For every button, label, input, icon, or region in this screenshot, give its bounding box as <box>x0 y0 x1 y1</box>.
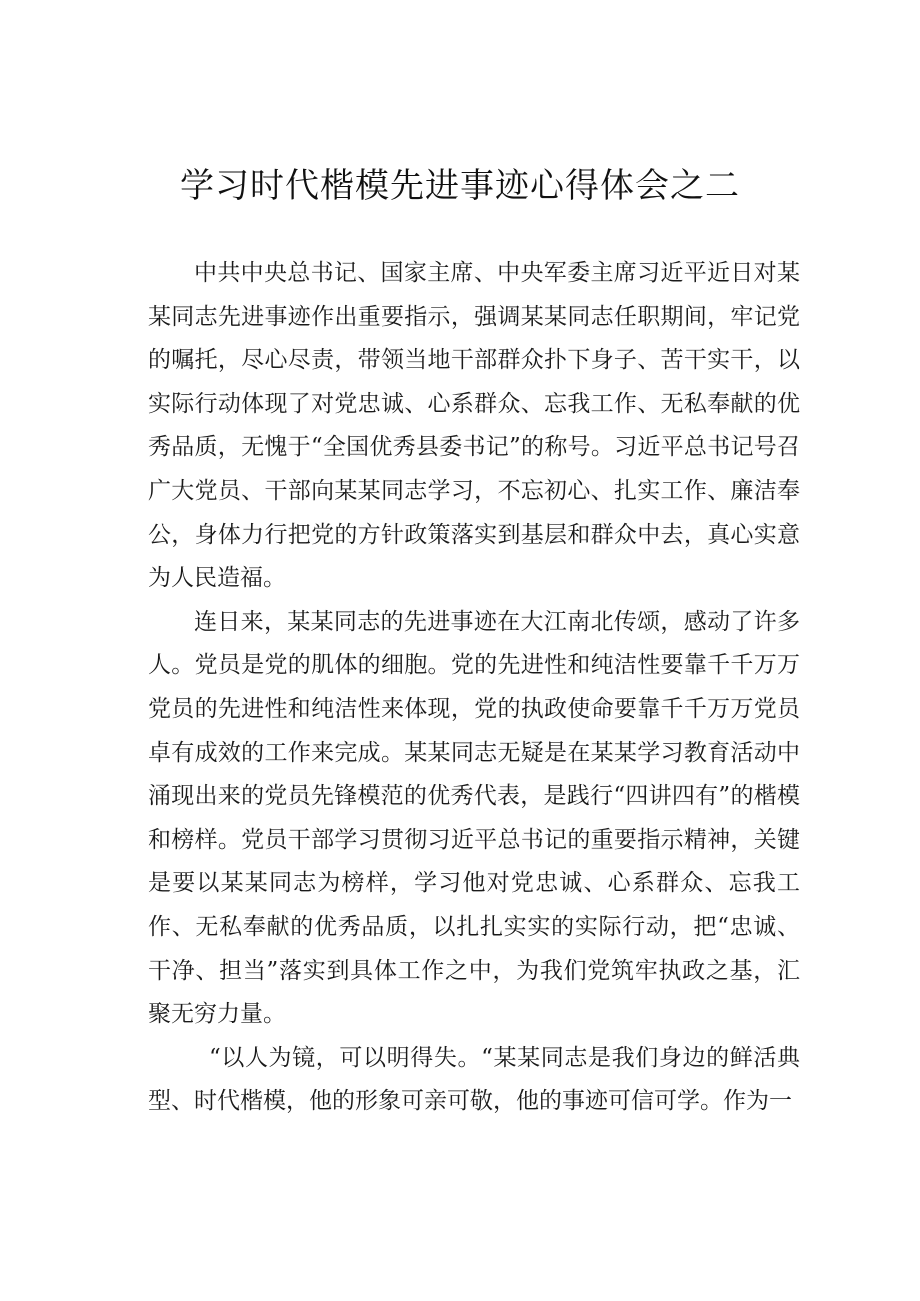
paragraph-3: “以人为镜，可以明得失。“某某同志是我们身边的鲜活典型、时代楷模，他的形象可亲可敬，他的事迹可信可学。作为一 <box>148 1044 800 1115</box>
document-body <box>148 252 800 1124</box>
document-title: 学习时代楷模先进事迹心得体会之二 <box>180 166 740 206</box>
paragraph-1: 中共中央总书记、国家主席、中央军委主席习近平近日对某某同志先进事迹作出重要指示，强调某某同志任职期间，牢记党的嘱托，尽心尽责，带领当地干部群众扑下身子、苦干实干，以实际行动体现了对党忠诚、心系群众、忘我工作、无私奉献的优秀品质，无愧于“全国优秀县委书记”的称号。习近平总书记号召广大党员、干部向某某同志学习，不忘初心、扎实工作、廉洁奉公，身体力行把党的方针政策落实到基层和群众中去，真心实意为人民造福。 <box>148 260 800 592</box>
paragraph-2: 连日来，某某同志的先进事迹在大江南北传颂，感动了许多人。党员是党的肌体的细胞。党的先进性和纯洁性要靠千千万万党员的先进性和纯洁性来体现，党的执政使命要靠千千万万党员卓有成效的工作来完成。某某同志无疑是在某某学习教育活动中涌现出来的党员先锋模范的优秀代表，是践行“四讲四有”的楷模和榜样。党员干部学习贯彻习近平总书记的重要指示精神，关键是要以某某同志为榜样，学习他对党忠诚、心系群众、忘我工作、无私奉献的优秀品质，以扎扎实实的实际行动，把“忠诚、干净、担当”落实到具体工作之中，为我们党筑牢执政之基，汇聚无穷力量。 <box>148 608 800 1028</box>
